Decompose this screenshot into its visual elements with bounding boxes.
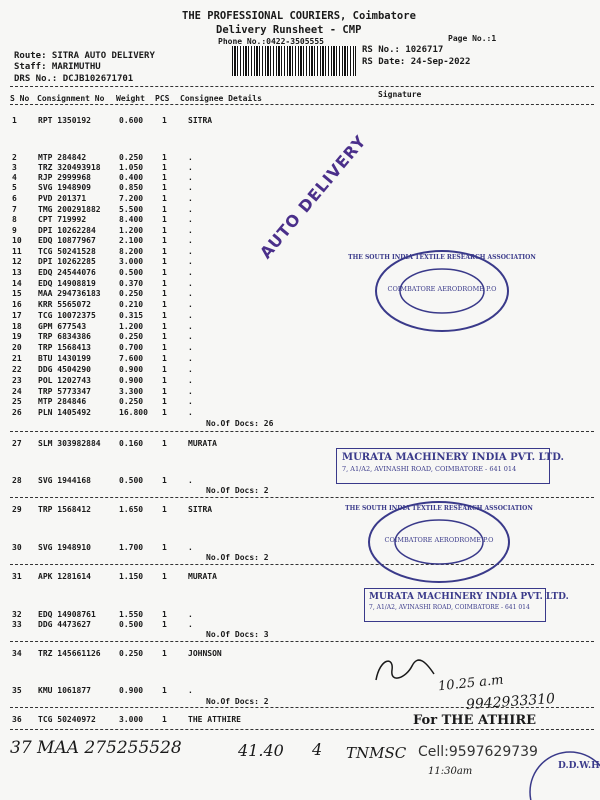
sitra-stamp-1 [348, 246, 536, 336]
pieces: 1 [162, 365, 167, 374]
consignee-details: . [188, 289, 193, 298]
weight: 2.100 [119, 236, 144, 245]
consignee-details: . [188, 279, 193, 288]
consignment-number: RJP 2999968 [38, 173, 91, 182]
col-signature: Signature [378, 90, 422, 99]
consignment-number: TRP 1568412 [38, 505, 91, 514]
serial-number: 34 [12, 649, 22, 658]
weight: 8.200 [119, 247, 144, 256]
handwritten-line37-consignee: TNMSC [346, 744, 407, 762]
consignment-number: APK 1281614 [38, 572, 91, 581]
pieces: 1 [162, 268, 167, 277]
weight: 0.900 [119, 376, 144, 385]
pieces: 1 [162, 439, 167, 448]
drs-number: DRS No.: DCJB102671701 [14, 74, 134, 84]
consignment-number: DPI 10262284 [38, 226, 96, 235]
weight: 0.250 [119, 153, 144, 162]
table-row [0, 376, 600, 386]
table-row [0, 365, 600, 375]
consignee-details: . [188, 365, 193, 374]
consignment-number: MAA 294736183 [38, 289, 101, 298]
weight: 16.800 [119, 408, 148, 417]
staff: Staff: MARIMUTHU [14, 62, 101, 72]
pieces: 1 [162, 257, 167, 266]
consignment-number: CPT 719992 [38, 215, 87, 224]
doc-count [0, 630, 600, 640]
serial-number: 29 [12, 505, 22, 514]
weight: 0.210 [119, 300, 144, 309]
weight: 3.300 [119, 387, 144, 396]
doc-count-text: No.Of Docs: 2 [206, 486, 269, 495]
murata-address-2: 7, A1/A2, AVINASHI ROAD, COIMBATORE - 641 014 [369, 604, 530, 611]
consignee-details: . [188, 226, 193, 235]
serial-number: 6 [12, 194, 17, 203]
serial-number: 31 [12, 572, 22, 581]
consignee-details: . [188, 247, 193, 256]
serial-number: 10 [12, 236, 22, 245]
pieces: 1 [162, 476, 167, 485]
consignment-number: SVG 1948910 [38, 543, 91, 552]
serial-number: 28 [12, 476, 22, 485]
consignment-number: TRP 6834386 [38, 332, 91, 341]
table-row [0, 226, 600, 236]
pieces: 1 [162, 322, 167, 331]
serial-number: 13 [12, 268, 22, 277]
divider [10, 86, 594, 87]
pieces: 1 [162, 153, 167, 162]
consignment-number: MTP 284846 [38, 397, 87, 406]
weight: 0.500 [119, 620, 144, 629]
serial-number: 25 [12, 397, 22, 406]
consignee-details: . [188, 408, 193, 417]
weight: 0.315 [119, 311, 144, 320]
column-headers [0, 90, 600, 104]
consignment-number: BTU 1430199 [38, 354, 91, 363]
pieces: 1 [162, 236, 167, 245]
pieces: 1 [162, 376, 167, 385]
weight: 8.400 [119, 215, 144, 224]
consignment-number: KRR 5565072 [38, 300, 91, 309]
weight: 3.000 [119, 257, 144, 266]
weight: 0.900 [119, 365, 144, 374]
weight: 0.160 [119, 439, 144, 448]
col-pcs: PCS [155, 94, 170, 103]
pieces: 1 [162, 279, 167, 288]
consignment-number: KMU 1061877 [38, 686, 91, 695]
handwritten-time: 10.25 a.m [437, 672, 505, 695]
consignee-details: . [188, 183, 193, 192]
weight: 0.500 [119, 268, 144, 277]
consignee-details: . [188, 610, 193, 619]
weight: 5.500 [119, 205, 144, 214]
consignment-number: RPT 1350192 [38, 116, 91, 125]
murata-name-1: MURATA MACHINERY INDIA PVT. LTD. [342, 452, 565, 463]
consignee-details: . [188, 257, 193, 266]
serial-number: 15 [12, 289, 22, 298]
pieces: 1 [162, 215, 167, 224]
weight: 1.550 [119, 610, 144, 619]
table-row [0, 649, 600, 659]
rs-number: RS No.: 1026717 [362, 45, 444, 55]
pieces: 1 [162, 173, 167, 182]
weight: 0.250 [119, 397, 144, 406]
sitra-center-text-1: COIMBATORE AERODROME P.O [387, 285, 497, 293]
serial-number: 19 [12, 332, 22, 341]
serial-number: 30 [12, 543, 22, 552]
serial-number: 22 [12, 365, 22, 374]
table-row [0, 116, 600, 126]
serial-number: 27 [12, 439, 22, 448]
table-row [0, 387, 600, 397]
consignee-details: . [188, 268, 193, 277]
serial-number: 11 [12, 247, 22, 256]
divider [10, 729, 594, 730]
signature-mark [370, 650, 440, 690]
col-consignee: Consignee Details [180, 94, 262, 103]
pieces: 1 [162, 332, 167, 341]
consignment-number: SVG 1948909 [38, 183, 91, 192]
consignee-details: . [188, 163, 193, 172]
consignment-number: TMG 200291882 [38, 205, 101, 214]
consignee-details: . [188, 387, 193, 396]
serial-number: 32 [12, 610, 22, 619]
doc-count-text: No.Of Docs: 3 [206, 630, 269, 639]
table-row [0, 343, 600, 353]
runsheet-title: Delivery Runsheet - CMP [216, 24, 362, 36]
pieces: 1 [162, 715, 167, 724]
consignee-details: . [188, 354, 193, 363]
dgm-stamp [518, 748, 600, 800]
weight: 0.600 [119, 116, 144, 125]
pieces: 1 [162, 387, 167, 396]
serial-number: 7 [12, 205, 17, 214]
weight: 1.650 [119, 505, 144, 514]
consignee-details: THE ATTHIRE [188, 715, 241, 724]
consignment-number: SLM 303982884 [38, 439, 101, 448]
consignee-details: SITRA [188, 505, 213, 514]
pieces: 1 [162, 397, 167, 406]
serial-number: 21 [12, 354, 22, 363]
doc-count [0, 486, 600, 496]
page-number: Page No.:1 [448, 34, 497, 43]
weight: 1.150 [119, 572, 144, 581]
handwritten-line37-weight: 41.40 [238, 741, 284, 760]
consignment-number: PVD 201371 [38, 194, 87, 203]
serial-number: 1 [12, 116, 17, 125]
pieces: 1 [162, 686, 167, 695]
consignee-details: . [188, 686, 193, 695]
pieces: 1 [162, 205, 167, 214]
serial-number: 23 [12, 376, 22, 385]
pieces: 1 [162, 247, 167, 256]
weight: 7.200 [119, 194, 144, 203]
barcode [232, 46, 356, 76]
consignee-details: JOHNSON [188, 649, 222, 658]
weight: 0.370 [119, 279, 144, 288]
weight: 1.050 [119, 163, 144, 172]
consignee-details: . [188, 300, 193, 309]
serial-number: 33 [12, 620, 22, 629]
table-row [0, 408, 600, 418]
serial-number: 20 [12, 343, 22, 352]
consignment-number: POL 1202743 [38, 376, 91, 385]
doc-count-text: No.Of Docs: 2 [206, 553, 269, 562]
pieces: 1 [162, 543, 167, 552]
consignee-details: . [188, 205, 193, 214]
sitra-ring-text-1: THE SOUTH INDIA TEXTILE RESEARCH ASSOCIATION [348, 254, 536, 261]
table-row [0, 153, 600, 163]
doc-count-text: No.Of Docs: 26 [206, 419, 274, 428]
divider [10, 104, 594, 105]
pieces: 1 [162, 116, 167, 125]
handwritten-time-2: 11:30am [428, 766, 473, 777]
serial-number: 17 [12, 311, 22, 320]
consignment-number: TCG 50240972 [38, 715, 96, 724]
pieces: 1 [162, 572, 167, 581]
consignee-details: . [188, 343, 193, 352]
consignee-details: . [188, 543, 193, 552]
consignee-details: . [188, 397, 193, 406]
pieces: 1 [162, 343, 167, 352]
for-firm-stamp: For THE ATHIRE [413, 713, 537, 728]
handwritten-line37-consignment: 37 MAA 275255528 [10, 738, 182, 758]
consignee-details: . [188, 194, 193, 203]
pieces: 1 [162, 194, 167, 203]
consignment-number: TRP 1568413 [38, 343, 91, 352]
pieces: 1 [162, 610, 167, 619]
sitra-center-text-2: COIMBATORE AERODROME P.O [384, 536, 494, 544]
doc-count-text: No.Of Docs: 2 [206, 697, 269, 706]
col-consignment: Consignment No [37, 94, 105, 103]
serial-number: 16 [12, 300, 22, 309]
consignment-number: TRZ 320493918 [38, 163, 101, 172]
serial-number: 36 [12, 715, 22, 724]
route: Route: SITRA AUTO DELIVERY [14, 51, 155, 61]
murata-address-1: 7, A1/A2, AVINASHI ROAD, COIMBATORE - 641 014 [342, 465, 517, 473]
weight: 0.250 [119, 289, 144, 298]
table-row [0, 397, 600, 407]
sitra-ring-text-2: THE SOUTH INDIA TEXTILE RESEARCH ASSOCIATION [345, 505, 533, 512]
table-row [0, 183, 600, 193]
consignment-number: TRP 5773347 [38, 387, 91, 396]
sitra-stamp-2 [345, 498, 533, 586]
consignee-details: MURATA [188, 439, 217, 448]
handwritten-line37-pcs: 4 [312, 740, 323, 759]
consignee-details: . [188, 173, 193, 182]
consignment-number: DDG 4504290 [38, 365, 91, 374]
pieces: 1 [162, 289, 167, 298]
pieces: 1 [162, 354, 167, 363]
auto-delivery-stamp: AUTO DELIVERY [256, 131, 370, 263]
phone-number: Phone No.:0422-3505555 [218, 37, 324, 46]
serial-number: 18 [12, 322, 22, 331]
table-row [0, 236, 600, 246]
serial-number: 14 [12, 279, 22, 288]
pieces: 1 [162, 163, 167, 172]
table-row [0, 173, 600, 183]
serial-number: 35 [12, 686, 22, 695]
consignment-number: EDQ 14908761 [38, 610, 96, 619]
pieces: 1 [162, 620, 167, 629]
serial-number: 12 [12, 257, 22, 266]
murata-name-2: MURATA MACHINERY INDIA PVT. LTD. [369, 592, 569, 602]
pieces: 1 [162, 183, 167, 192]
table-row [0, 354, 600, 364]
consignee-details: . [188, 236, 193, 245]
rs-date: RS Date: 24-Sep-2022 [362, 57, 471, 67]
weight: 1.700 [119, 543, 144, 552]
company-name: THE PROFESSIONAL COURIERS, Coimbatore [182, 10, 416, 22]
consignment-number: DPI 10262285 [38, 257, 96, 266]
consignee-details: . [188, 620, 193, 629]
consignee-details: . [188, 376, 193, 385]
serial-number: 4 [12, 173, 17, 182]
consignment-number: TRZ 145661126 [38, 649, 101, 658]
serial-number: 9 [12, 226, 17, 235]
pieces: 1 [162, 226, 167, 235]
consignment-number: MTP 284842 [38, 153, 87, 162]
divider [10, 641, 594, 642]
murata-stamp-1 [336, 448, 565, 484]
table-row [0, 163, 600, 173]
consignee-details: . [188, 153, 193, 162]
consignee-details: . [188, 311, 193, 320]
consignee-details: MURATA [188, 572, 217, 581]
consignee-details: . [188, 476, 193, 485]
cell-number-stamp: Cell:9597629739 [418, 744, 538, 760]
weight: 0.250 [119, 332, 144, 341]
pieces: 1 [162, 300, 167, 309]
murata-stamp-2 [364, 588, 569, 622]
pieces: 1 [162, 408, 167, 417]
weight: 0.400 [119, 173, 144, 182]
consignment-number: TCG 50241528 [38, 247, 96, 256]
pieces: 1 [162, 649, 167, 658]
pieces: 1 [162, 311, 167, 320]
weight: 7.600 [119, 354, 144, 363]
consignee-details: . [188, 332, 193, 341]
doc-count [0, 419, 600, 429]
serial-number: 2 [12, 153, 17, 162]
weight: 0.250 [119, 649, 144, 658]
consignment-number: EDQ 24544076 [38, 268, 96, 277]
consignment-number: GPM 677543 [38, 322, 87, 331]
weight: 1.200 [119, 226, 144, 235]
serial-number: 8 [12, 215, 17, 224]
col-weight: Weight [116, 94, 145, 103]
consignment-number: EDQ 14908819 [38, 279, 96, 288]
consignment-number: EDQ 10877967 [38, 236, 96, 245]
weight: 3.000 [119, 715, 144, 724]
handwritten-phone: 9942933310 [465, 690, 556, 714]
weight: 1.200 [119, 322, 144, 331]
dgm-stamp-text: D.D.W.H [558, 761, 600, 771]
divider [10, 431, 594, 432]
weight: 0.700 [119, 343, 144, 352]
weight: 0.500 [119, 476, 144, 485]
consignee-details: . [188, 322, 193, 331]
serial-number: 26 [12, 408, 22, 417]
serial-number: 3 [12, 163, 17, 172]
consignee-details: SITRA [188, 116, 213, 125]
pieces: 1 [162, 505, 167, 514]
consignment-number: TCG 10072375 [38, 311, 96, 320]
serial-number: 5 [12, 183, 17, 192]
col-sno: S No [10, 94, 30, 103]
consignment-number: DDG 4473627 [38, 620, 91, 629]
consignment-number: SVG 1944168 [38, 476, 91, 485]
serial-number: 24 [12, 387, 22, 396]
consignment-number: PLN 1405492 [38, 408, 91, 417]
weight: 0.900 [119, 686, 144, 695]
weight: 0.850 [119, 183, 144, 192]
consignee-details: . [188, 215, 193, 224]
